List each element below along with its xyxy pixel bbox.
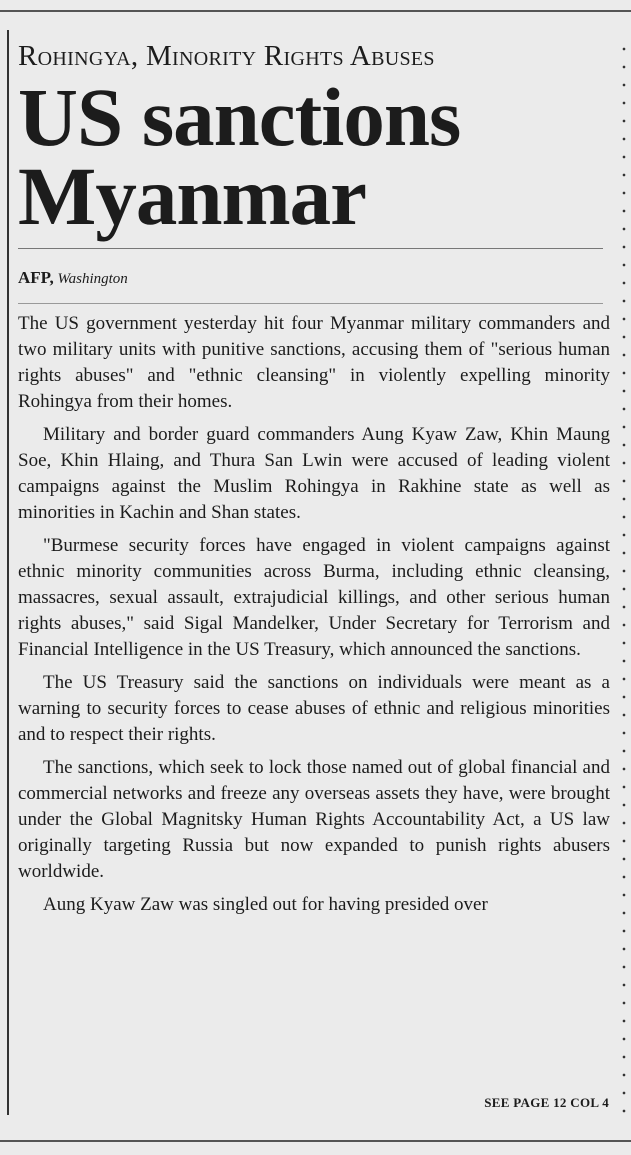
paragraph-6: Aung Kyaw Zaw was singled out for having presided over	[43, 894, 488, 915]
bottom-border-rule	[0, 1140, 631, 1142]
byline-city: Washington	[57, 271, 128, 287]
paragraph-1: The US government yesterday hit four Myanmar military commanders and two military units with punitive sanctions, accusing them of "serious human rights abuses" and "ethnic cleansing" in violently expelling minority Rohingya from their homes.	[18, 313, 610, 412]
continuation-jump-line: SEE PAGE 12 COL 4	[484, 1095, 609, 1110]
headline-divider	[18, 248, 603, 249]
headline-line-1: US sanctions	[18, 71, 461, 163]
byline-agency: AFP,	[18, 268, 54, 287]
headline-line-2: Myanmar	[18, 150, 366, 242]
paragraph-4: The US Treasury said the sanctions on individuals were meant as a warning to security forces to cease abuses of ethnic and religious minorities and to respect their rights.	[18, 672, 610, 745]
byline-divider	[18, 303, 603, 304]
article-body	[18, 311, 610, 918]
news-article	[18, 36, 610, 925]
paragraph-2: Military and border guard commanders Aung Kyaw Zaw, Khin Maung Soe, Khin Hlaing, and Thura San Lwin were accused of leading violent campaigns against the Muslim Rohingya in Rakhine state as well as minorities in Kachin and Shan states.	[18, 424, 610, 523]
top-border-rule	[0, 10, 631, 12]
right-dotted-rule	[622, 40, 626, 1125]
headline	[18, 71, 610, 242]
kicker: Rohingya, Minority Rights Abuses	[18, 40, 435, 72]
paragraph-5: The sanctions, which seek to lock those named out of global financial and commercial networks and freeze any overseas assets they have, were brought under the Global Magnitsky Human Rights Accountability Act, a US law originally targeting Russia but now expanded to punish rights abusers worldwide.	[18, 757, 610, 882]
left-column-rule	[7, 30, 9, 1115]
paragraph-3: "Burmese security forces have engaged in violent campaigns against ethnic minority communities across Burma, including ethnic cleansing, massacres, sexual assault, extrajudicial killings, and other serious human rights abuses," said Sigal Mandelker, Under Secretary for Terrorism and Financial Intelligence in the US Treasury, which announced the sanctions.	[18, 535, 610, 660]
byline	[18, 268, 610, 289]
